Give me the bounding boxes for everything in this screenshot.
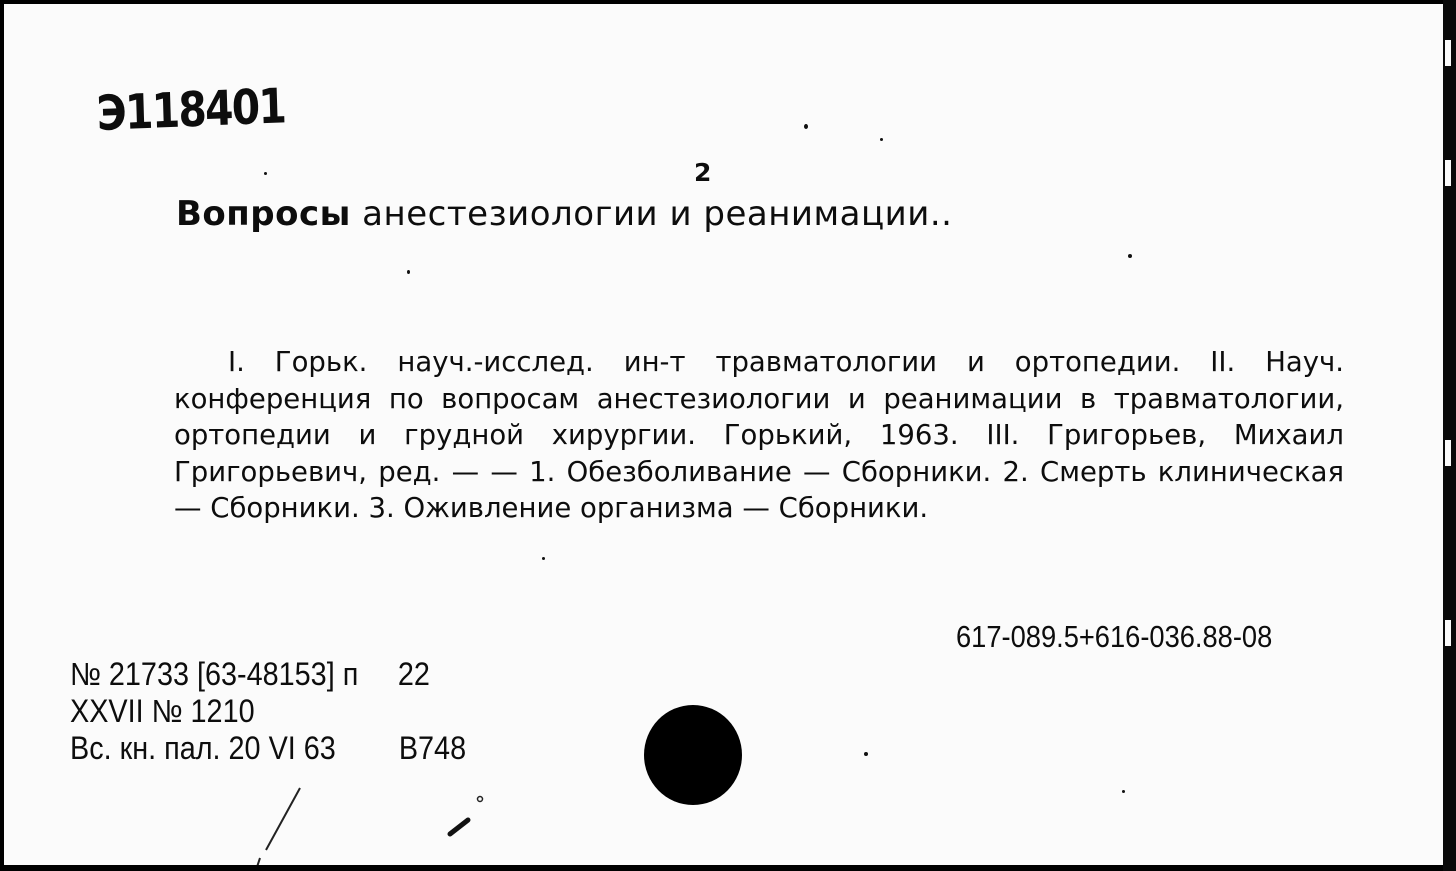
registration-line-3-code: В748: [398, 730, 467, 766]
card-title: [176, 194, 952, 234]
pen-stroke-mark: [244, 784, 334, 865]
udc-classification: 617-089.5+616-036.88-08: [956, 619, 1273, 654]
volume-number: 2: [694, 158, 712, 187]
catalog-card: [4, 4, 1443, 865]
punch-hole: [644, 705, 742, 805]
registration-line-1-count: 22: [397, 656, 430, 692]
registration-block: [70, 656, 466, 767]
speck: [264, 172, 267, 175]
registration-line-3-chamber: Вс. кн. пал. 20 VI 63: [70, 730, 336, 766]
card-description: I. Горьк. науч.-исслед. ин-т травматологии и ортопедии. II. Науч. конференция по вопросам анестезиологии и реанимации в травматологии, ортопедии и грудной хирургии. Горький, 1963. III. Григорьев, Михаил Григорьевич, ред. — — 1. Обезболивание — Сборники. 2. Смерть клиническая — Сборники. 3. Оживление организма — Сборники.: [174, 346, 1344, 524]
registration-line-1-number: № 21733 [63-48153] п: [70, 656, 359, 692]
speck: [1122, 790, 1125, 793]
speck: [880, 138, 883, 141]
ink-dash-mark: [444, 794, 484, 844]
registration-line-2: XXVII № 1210: [70, 693, 255, 729]
speck: [542, 557, 545, 560]
card-title-rest: анестезиологии и реанимации..: [350, 194, 953, 234]
card-edge-strip: [1443, 0, 1456, 871]
speck: [804, 124, 808, 129]
handwritten-accession-number: Э118401: [96, 78, 286, 142]
registration-line-3: [70, 730, 466, 767]
speck: [864, 752, 868, 756]
card-title-bold: Вопросы: [176, 194, 351, 234]
speck: [407, 270, 410, 274]
speck: [1128, 254, 1132, 258]
registration-line-1: [70, 656, 466, 693]
